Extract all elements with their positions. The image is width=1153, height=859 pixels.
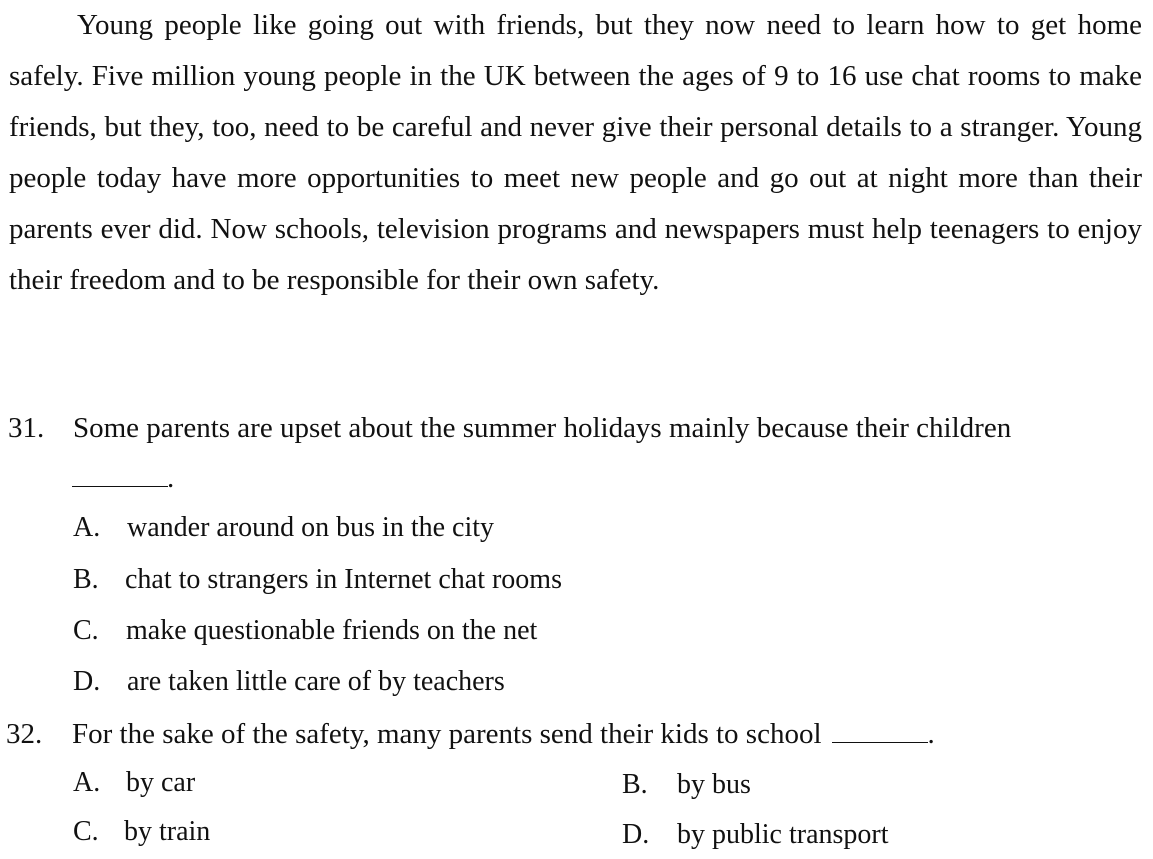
option-text: by public transport	[677, 819, 889, 850]
option-text: wander around on bus in the city	[127, 512, 495, 543]
option-32-d[interactable]	[622, 815, 889, 855]
option-32-b[interactable]	[622, 765, 751, 805]
question-stem: For the sake of the safety, many parents send their kids to school	[72, 718, 822, 750]
question-31	[0, 408, 1153, 448]
option-31-a[interactable]	[73, 508, 495, 548]
answer-blank	[832, 718, 928, 743]
question-stem-line	[72, 714, 935, 754]
question-end-mark: .	[167, 462, 175, 494]
option-31-b[interactable]	[73, 560, 562, 600]
option-letter: C.	[73, 816, 99, 847]
reading-passage: Young people like going out with friends, but they now need to learn how to get home safely. Five million young people in the UK between the ages of 9 to 16 use chat rooms to make friends, but they, too, need to be careful and never give their personal details to a stranger. Young people today have more opportunities to meet new people and go out at night more than their parents ever did. Now schools, television programs and newspapers must help teenagers to enjoy their freedom and to be responsible for their own safety.	[9, 9, 1142, 296]
option-text: chat to strangers in Internet chat rooms	[125, 564, 562, 595]
option-letter: A.	[73, 767, 101, 798]
option-letter: C.	[73, 615, 99, 646]
option-text: by car	[126, 767, 196, 798]
question-end-mark: .	[927, 718, 935, 750]
option-text: by train	[124, 816, 211, 847]
option-text: by bus	[677, 769, 751, 800]
question-stem: Some parents are upset about the summer holidays mainly because their children	[73, 412, 1012, 444]
option-32-c[interactable]	[73, 812, 211, 852]
option-32-a[interactable]	[73, 763, 196, 803]
option-31-c[interactable]	[73, 611, 538, 651]
question-number: 32.	[6, 718, 43, 750]
option-letter: D.	[73, 666, 101, 697]
option-letter: B.	[622, 769, 648, 800]
option-text: are taken little care of by teachers	[127, 666, 505, 697]
option-letter: D.	[622, 819, 650, 850]
question-number: 31.	[8, 412, 45, 444]
option-letter: A.	[73, 512, 101, 543]
answer-blank	[72, 486, 168, 487]
option-letter: B.	[73, 564, 99, 595]
option-31-d[interactable]	[73, 662, 505, 702]
question-32	[0, 714, 1153, 754]
option-text: make questionable friends on the net	[126, 615, 538, 646]
